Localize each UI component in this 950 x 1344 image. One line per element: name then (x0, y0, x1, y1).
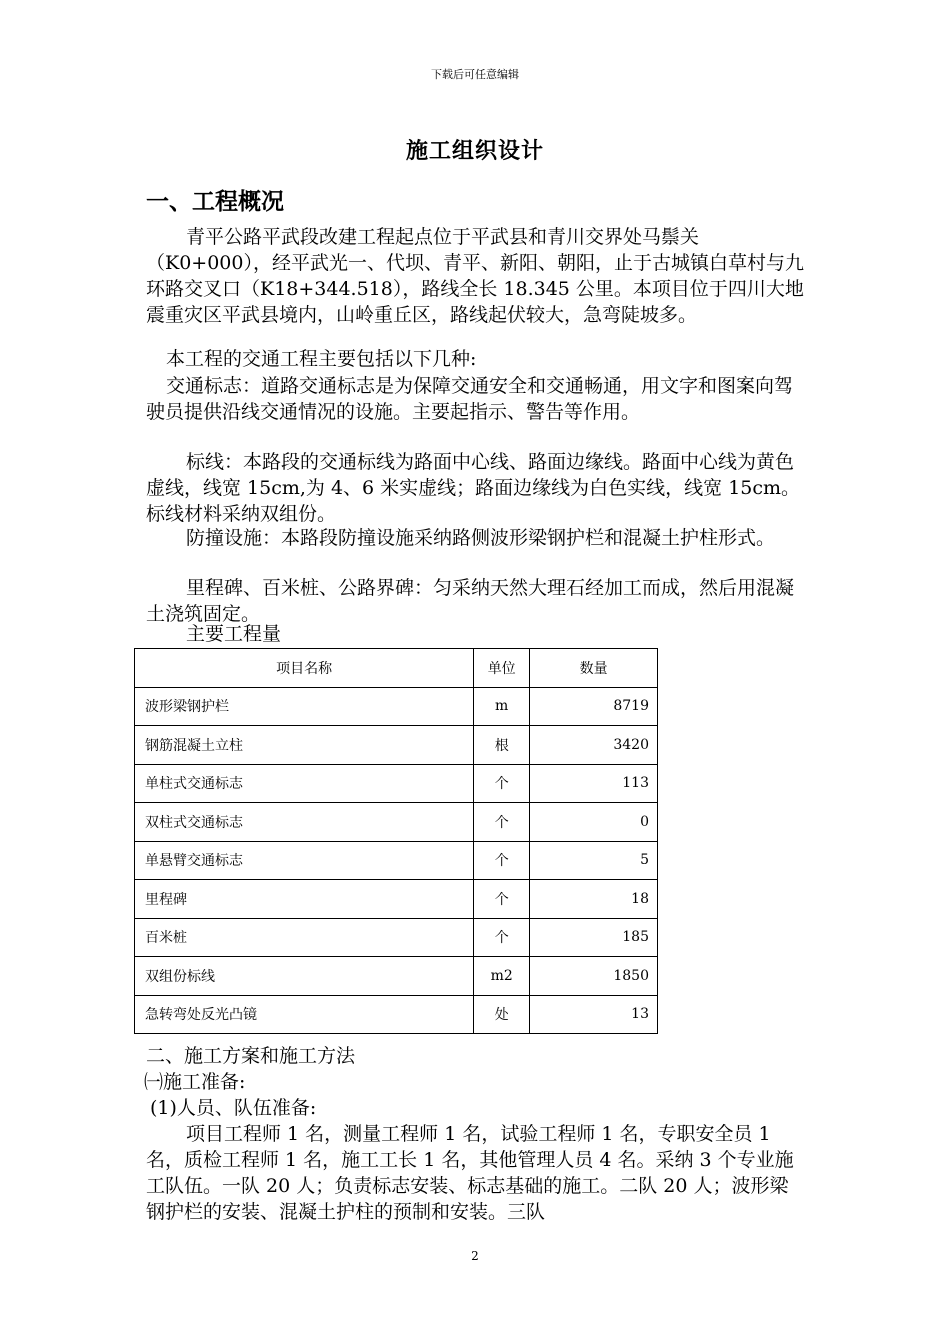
milestones-paragraph: 里程碑、百米桩、公路界碑：匀采纳天然大理石经加工而成，然后用混凝土浇筑固定。 (146, 577, 795, 625)
table-row (135, 726, 658, 765)
quantity-table-title: 主要工程量 (186, 623, 282, 645)
header-quantity: 数量 (530, 649, 658, 688)
staffing-paragraph: 项目工程师 1 名，测量工程师 1 名，试验工程师 1 名，专职安全员 1 名，质检工程师 1 名，施工工长 1 名，其他管理人员 4 名。采纳 3 个专业施工队伍。一队 20 人；负责标志安装、标志基础的施工。二队 20 人；波形梁钢护栏的安装、混凝土护柱的预制和安装。三队 (146, 1123, 794, 1223)
table-row (135, 803, 658, 842)
cell-item-name: 里程碑 (135, 880, 474, 919)
section2-heading: 二、施工方案和施工方法 (146, 1045, 356, 1067)
cell-item-name: 单柱式交通标志 (135, 764, 474, 803)
cell-unit: 个 (474, 841, 530, 880)
cell-item-name: 双柱式交通标志 (135, 803, 474, 842)
section1-heading: 一、工程概况 (146, 188, 284, 215)
cell-unit: 个 (474, 764, 530, 803)
cell-quantity: 0 (530, 803, 658, 842)
cell-quantity: 3420 (530, 726, 658, 765)
cell-unit: 个 (474, 803, 530, 842)
table-row (135, 764, 658, 803)
cell-item-name: 双组份标线 (135, 957, 474, 996)
cell-quantity: 18 (530, 880, 658, 919)
cell-item-name: 百米桩 (135, 918, 474, 957)
page-number: 2 (471, 1249, 479, 1263)
table-row (135, 687, 658, 726)
cell-unit: 根 (474, 726, 530, 765)
header-unit: 单位 (474, 649, 530, 688)
header-item-name: 项目名称 (135, 649, 474, 688)
table-header-row (135, 649, 658, 688)
construction-prep-heading: ㈠施工准备: (144, 1071, 246, 1093)
table-row (135, 841, 658, 880)
cell-unit: 个 (474, 918, 530, 957)
cell-quantity: 113 (530, 764, 658, 803)
table-row (135, 995, 658, 1034)
traffic-signs-paragraph: 交通标志：道路交通标志是为保障交通安全和交通畅通，用文字和图案向驾驶员提供沿线交通情况的设施。主要起指示、警告等作用。 (146, 375, 794, 423)
cell-item-name: 急转弯处反光凸镜 (135, 995, 474, 1034)
project-overview-paragraph: 青平公路平武段改建工程起点位于平武县和青川交界处马鬃关（K0+000），经平武光一、代坝、青平、新阳、朝阳，止于古城镇白草村与九环路交叉口（K18+344.518），路线全长 18.345 公里。本项目位于四川大地震重灾区平武县境内，山岭重丘区，路线起伏较大，急弯陡坡多。 (146, 226, 804, 326)
cell-unit: m2 (474, 957, 530, 996)
table-row (135, 957, 658, 996)
cell-quantity: 5 (530, 841, 658, 880)
crash-barrier-paragraph: 防撞设施：本路段防撞设施采纳路侧波形梁钢护栏和混凝土护柱形式。 (186, 527, 776, 549)
quantity-table (134, 648, 658, 1034)
cell-item-name: 钢筋混凝土立柱 (135, 726, 474, 765)
staffing-heading: (1)人员、队伍准备: (150, 1097, 317, 1119)
cell-quantity: 8719 (530, 687, 658, 726)
table-row (135, 918, 658, 957)
header-note: 下载后可任意编辑 (431, 68, 519, 81)
cell-quantity: 1850 (530, 957, 658, 996)
table-row (135, 880, 658, 919)
scope-paragraph: 本工程的交通工程主要包括以下几种: (166, 348, 477, 370)
cell-unit: 处 (474, 995, 530, 1034)
cell-item-name: 单悬臂交通标志 (135, 841, 474, 880)
cell-unit: m (474, 687, 530, 726)
cell-item-name: 波形梁钢护栏 (135, 687, 474, 726)
road-markings-paragraph: 标线：本路段的交通标线为路面中心线、路面边缘线。路面中心线为黄色虚线，线宽 15cm,为 4、6 米实虚线；路面边缘线为白色实线，线宽 15cm。标线材料采纳双组份。 (146, 451, 801, 525)
cell-quantity: 185 (530, 918, 658, 957)
document-title: 施工组织设计 (405, 138, 544, 164)
cell-unit: 个 (474, 880, 530, 919)
cell-quantity: 13 (530, 995, 658, 1034)
